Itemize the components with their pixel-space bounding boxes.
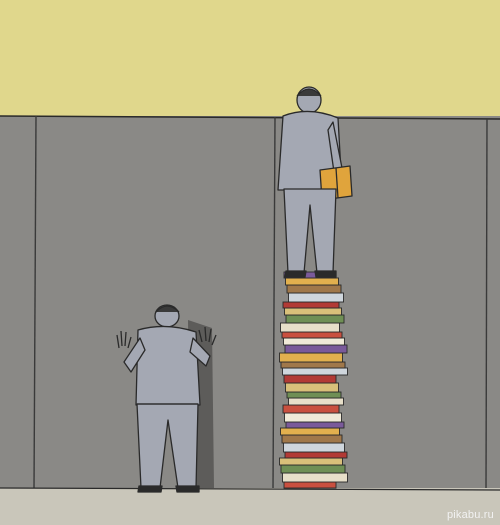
book bbox=[282, 332, 342, 338]
short-man-body bbox=[136, 326, 200, 405]
book bbox=[284, 338, 345, 345]
book bbox=[289, 398, 344, 405]
watermark: pikabu.ru bbox=[446, 509, 494, 521]
short-man-shoe-left bbox=[138, 486, 162, 492]
book bbox=[283, 473, 348, 482]
short-man-shoe-right bbox=[176, 486, 199, 492]
wall bbox=[0, 116, 500, 490]
book bbox=[280, 458, 343, 465]
book bbox=[281, 428, 340, 435]
book bbox=[289, 293, 344, 302]
book bbox=[284, 443, 345, 452]
book bbox=[285, 452, 347, 458]
book bbox=[285, 345, 347, 353]
tall-man-shoe-left bbox=[285, 271, 306, 277]
book bbox=[286, 383, 339, 392]
book bbox=[281, 323, 340, 332]
book bbox=[285, 413, 342, 422]
book bbox=[284, 375, 336, 383]
book bbox=[282, 435, 342, 443]
wall-seam-right bbox=[486, 118, 487, 490]
book bbox=[281, 465, 345, 473]
book bbox=[283, 368, 348, 375]
book bbox=[287, 392, 341, 398]
book bbox=[284, 482, 336, 488]
sky bbox=[0, 0, 500, 116]
book bbox=[283, 405, 339, 413]
book bbox=[283, 302, 339, 308]
book bbox=[286, 315, 344, 323]
book bbox=[286, 278, 339, 285]
book bbox=[280, 353, 343, 362]
ground bbox=[0, 488, 500, 525]
book bbox=[281, 362, 345, 368]
book bbox=[287, 285, 341, 293]
tall-man-shoe-right bbox=[315, 271, 336, 277]
book bbox=[286, 422, 344, 428]
book bbox=[285, 308, 342, 315]
